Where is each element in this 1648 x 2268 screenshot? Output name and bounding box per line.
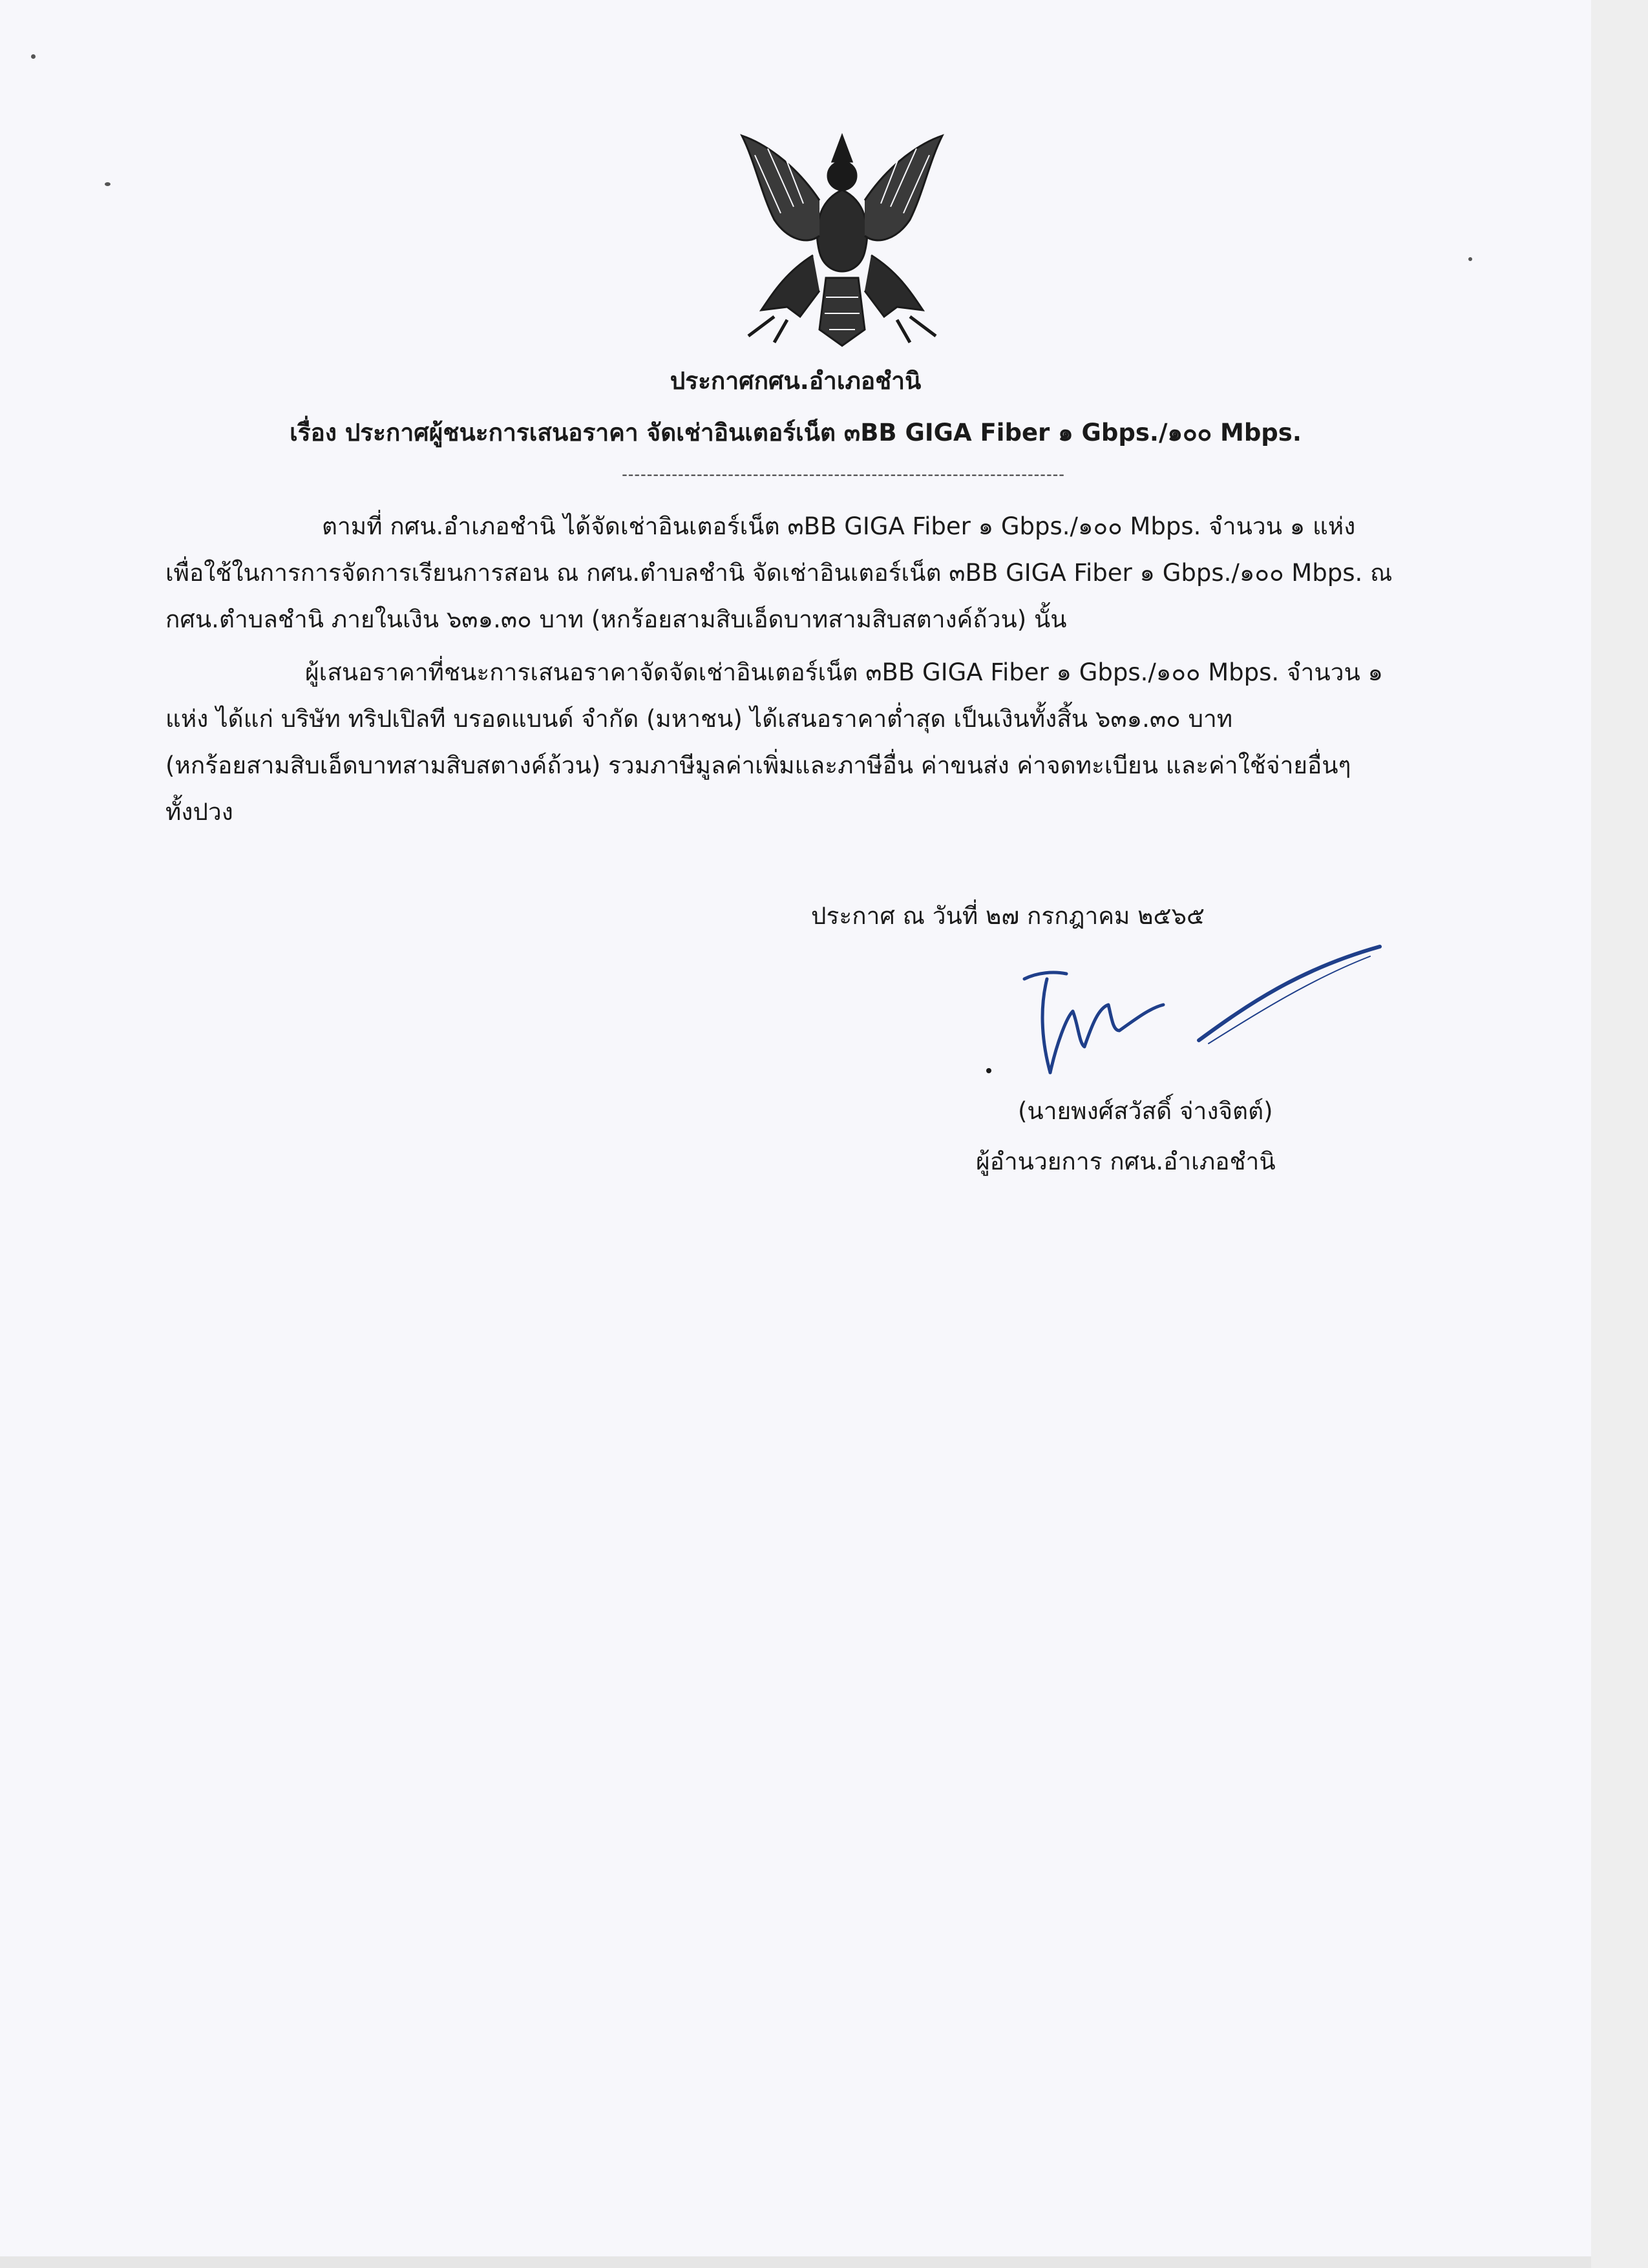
paragraph-2-line-3: (หกร้อยสามสิบเอ็ดบาทสามสิบสตางค์ถ้วน) รวมภาษีมูลค่าเพิ่มและภาษีอื่น ค่าขนส่ง ค่าจดทะเบียน และค่าใช้จ่ายอื่นๆ bbox=[165, 751, 1351, 779]
header-divider: ----------------------------------------------------------------------- bbox=[622, 465, 1065, 483]
paragraph-1-line-1: ตามที่ กศน.อำเภอชำนิ ได้จัดเช่าอินเตอร์เน็ต ๓BB GIGA Fiber ๑ Gbps./๑๐๐ Mbps. จำนวน ๑ แห่ง bbox=[322, 512, 1356, 540]
scan-edge bbox=[1591, 0, 1648, 2268]
garuda-emblem bbox=[735, 123, 949, 355]
paragraph-1-line-3: กศน.ตำบลชำนิ ภายในเงิน ๖๓๑.๓๐ บาท (หกร้อยสามสิบเอ็ดบาทสามสิบสตางค์ถ้วน) นั้น bbox=[165, 605, 1067, 633]
signatory-position: ผู้อำนวยการ กศน.อำเภอชำนิ bbox=[976, 1148, 1276, 1175]
announcement-title: ประกาศกศน.อำเภอชำนิ bbox=[670, 367, 922, 395]
signatory-name: (นายพงศ์สวัสดิ์ จ่างจิตต์) bbox=[1018, 1097, 1273, 1125]
paragraph-2-line-2: แห่ง ได้แก่ บริษัท ทริปเปิลที บรอดแบนด์ จำกัด (มหาชน) ได้เสนอราคาต่ำสุด เป็นเงินทั้งสิ้น ๖๓๑.๓๐ บาท bbox=[165, 705, 1233, 733]
handwritten-signature bbox=[976, 934, 1389, 1089]
paragraph-2-line-4: ทั้งปวง bbox=[165, 798, 233, 826]
paragraph-1-line-2: เพื่อใช้ในการการจัดการเรียนการสอน ณ กศน.ตำบลชำนิ จัดเช่าอินเตอร์เน็ต ๓BB GIGA Fiber ๑ Gbps./๑๐๐ Mbps. ณ bbox=[165, 559, 1393, 587]
paragraph-2-line-1: ผู้เสนอราคาที่ชนะการเสนอราคาจัดจัดเช่าอินเตอร์เน็ต ๓BB GIGA Fiber ๑ Gbps./๑๐๐ Mbps. จำนวน ๑ bbox=[305, 658, 1384, 686]
scan-speck bbox=[105, 182, 111, 186]
scan-bottom-edge bbox=[0, 2256, 1591, 2268]
scan-speck bbox=[1468, 257, 1472, 261]
announcement-subject: เรื่อง ประกาศผู้ชนะการเสนอราคา จัดเช่าอินเตอร์เน็ต ๓BB GIGA Fiber ๑ Gbps./๑๐๐ Mbps. bbox=[290, 419, 1302, 446]
announcement-date: ประกาศ ณ วันที่ ๒๗ กรกฎาคม ๒๕๖๕ bbox=[811, 902, 1205, 930]
scan-speck bbox=[31, 54, 36, 59]
